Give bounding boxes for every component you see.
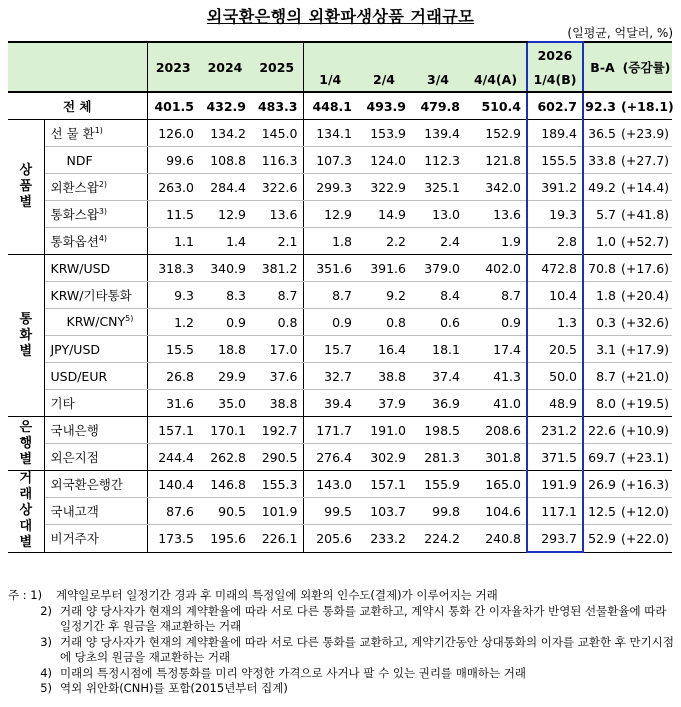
row-label-text: NDF xyxy=(66,152,93,168)
quarter-2: 2/4 xyxy=(357,67,411,92)
cell-value: (+41.8) xyxy=(621,201,672,228)
cell-value: 39.4 xyxy=(303,390,357,417)
cell-value: 155.5 xyxy=(527,147,583,174)
cell-value: (+17.9) xyxy=(621,336,672,363)
cell-value: 99.6 xyxy=(147,147,199,174)
cell-value: 0.6 xyxy=(411,309,465,336)
table-row xyxy=(8,282,672,309)
cell-value: 143.0 xyxy=(303,471,357,498)
cell-value: 322.9 xyxy=(357,174,411,201)
quarter-1: 1/4 xyxy=(303,67,357,92)
cell-value: 171.7 xyxy=(303,417,357,444)
cell-value: 208.6 xyxy=(465,417,527,444)
cell-value: 52.9 xyxy=(583,525,621,553)
cell-value: 33.8 xyxy=(583,147,621,174)
cell-value: 157.1 xyxy=(357,471,411,498)
cell-value: (+21.0) xyxy=(621,363,672,390)
cell-value: 38.8 xyxy=(251,390,303,417)
cell-value: 20.5 xyxy=(527,336,583,363)
cell-value: 17.0 xyxy=(251,336,303,363)
cell-value: (+16.3) xyxy=(621,471,672,498)
footnote xyxy=(8,666,676,682)
cell-value: 1.9 xyxy=(465,228,527,255)
row-label xyxy=(44,255,147,282)
cell-value: 69.7 xyxy=(583,444,621,471)
footnote xyxy=(8,681,676,697)
cell-value: 0.8 xyxy=(251,309,303,336)
row-label xyxy=(44,498,147,525)
cell-value: 233.2 xyxy=(357,525,411,553)
cell-value: 26.9 xyxy=(583,471,621,498)
cell-value: 145.0 xyxy=(251,120,303,147)
cell-value: 293.7 xyxy=(527,525,583,553)
total-value: 479.8 xyxy=(411,92,465,120)
cell-value: 139.4 xyxy=(411,120,465,147)
cell-value: 101.9 xyxy=(251,498,303,525)
cell-value: 15.7 xyxy=(303,336,357,363)
cell-value: 14.9 xyxy=(357,201,411,228)
cell-value: (+27.7) xyxy=(621,147,672,174)
row-label-text: 외환스왑 xyxy=(50,180,99,195)
footnote-ref: 1) xyxy=(94,125,103,135)
cell-value: 8.0 xyxy=(583,390,621,417)
cell-value: 1.1 xyxy=(147,228,199,255)
footnote-ref: 5) xyxy=(125,314,134,324)
cell-value: 22.6 xyxy=(583,417,621,444)
cell-value: 112.3 xyxy=(411,147,465,174)
cell-value: 37.9 xyxy=(357,390,411,417)
total-value: 602.7 xyxy=(527,92,583,120)
cell-value: 36.9 xyxy=(411,390,465,417)
cell-value: 103.7 xyxy=(357,498,411,525)
group-label-text: 통화별 xyxy=(19,311,33,359)
cell-value: 50.0 xyxy=(527,363,583,390)
cell-value: 12.9 xyxy=(199,201,251,228)
cell-value: 340.9 xyxy=(199,255,251,282)
cell-value: 2.8 xyxy=(527,228,583,255)
table-row xyxy=(8,336,672,363)
group-label-bank xyxy=(8,417,44,471)
footnote-mark: 주 : 1) xyxy=(8,588,43,602)
group-label-text: 은행별 xyxy=(19,419,33,467)
cell-value: 231.2 xyxy=(527,417,583,444)
cell-value: 140.4 xyxy=(147,471,199,498)
footnote-text: 계약일로부터 일정기간 경과 후 미래의 특정일에 외환의 인수도(결제)가 이루어지는 거래 xyxy=(56,588,498,602)
row-label xyxy=(44,525,147,553)
footnote-text: 역외 위안화(CNH)를 포함(2015년부터 집계) xyxy=(60,681,288,695)
cell-value: 240.8 xyxy=(465,525,527,553)
cell-value: 12.9 xyxy=(303,201,357,228)
cell-value: 37.6 xyxy=(251,363,303,390)
row-label-text: KRW/CNY xyxy=(66,314,126,330)
cell-value: 5.7 xyxy=(583,201,621,228)
cell-value: 108.8 xyxy=(199,147,251,174)
cell-value: 155.9 xyxy=(411,471,465,498)
table-row xyxy=(8,309,672,336)
cell-value: (+14.4) xyxy=(621,174,672,201)
row-label-text: 선 물 환 xyxy=(50,126,95,141)
cell-value: 3.1 xyxy=(583,336,621,363)
cell-value: 107.3 xyxy=(303,147,357,174)
cell-value: 325.1 xyxy=(411,174,465,201)
cell-value: 126.0 xyxy=(147,120,199,147)
row-label xyxy=(44,444,147,471)
cell-value: (+52.7) xyxy=(621,228,672,255)
cell-value: 29.9 xyxy=(199,363,251,390)
diff-header: B-A xyxy=(583,42,621,92)
cell-value: 402.0 xyxy=(465,255,527,282)
cell-value: 1.0 xyxy=(583,228,621,255)
cell-value: 276.4 xyxy=(303,444,357,471)
row-label-text: 국내은행 xyxy=(50,423,99,438)
cell-value: 1.8 xyxy=(583,282,621,309)
cell-value: 157.1 xyxy=(147,417,199,444)
year-2024: 2024 xyxy=(199,42,251,92)
row-label-text: 외국환은행간 xyxy=(50,477,123,492)
cell-value: 1.3 xyxy=(527,309,583,336)
row-label-text: 기타 xyxy=(50,396,75,411)
footnote-mark: 2) xyxy=(40,603,52,618)
unit-label: (일평균, 억달러, %) xyxy=(567,26,673,40)
cell-value: 17.4 xyxy=(465,336,527,363)
cell-value: 8.7 xyxy=(303,282,357,309)
row-label-text: USD/EUR xyxy=(50,368,108,384)
table-row xyxy=(8,120,672,147)
table-row xyxy=(8,363,672,390)
cell-value: 284.4 xyxy=(199,174,251,201)
fx-derivatives-table xyxy=(8,41,672,553)
total-value: 401.5 xyxy=(147,92,199,120)
row-label-text: JPY/USD xyxy=(50,341,101,357)
cell-value: 189.4 xyxy=(527,120,583,147)
group-label-currency xyxy=(8,255,44,417)
cell-value: 121.8 xyxy=(465,147,527,174)
table-row xyxy=(8,228,672,255)
total-value: 92.3 xyxy=(583,92,621,120)
cell-value: 381.2 xyxy=(251,255,303,282)
row-label xyxy=(44,417,147,444)
cell-value: 35.0 xyxy=(199,390,251,417)
cell-value: 322.6 xyxy=(251,174,303,201)
row-label-text: KRW/기타통화 xyxy=(50,288,132,303)
row-label xyxy=(44,282,147,309)
cell-value: 31.6 xyxy=(147,390,199,417)
rate-header: (증감률) xyxy=(621,42,672,92)
current-year: 2026 xyxy=(527,42,583,67)
cell-value: 13.6 xyxy=(465,201,527,228)
cell-value: 170.1 xyxy=(199,417,251,444)
footnote-mark: 5) xyxy=(40,681,52,695)
cell-value: 104.6 xyxy=(465,498,527,525)
cell-value: 12.5 xyxy=(583,498,621,525)
cell-value: 301.8 xyxy=(465,444,527,471)
cell-value: 299.3 xyxy=(303,174,357,201)
cell-value: 2.4 xyxy=(411,228,465,255)
cell-value: 99.8 xyxy=(411,498,465,525)
cell-value: (+12.0) xyxy=(621,498,672,525)
footnote-ref: 4) xyxy=(98,233,108,243)
cell-value: 192.7 xyxy=(251,417,303,444)
cell-value: 8.7 xyxy=(583,363,621,390)
total-value: 448.1 xyxy=(303,92,357,120)
row-label-text: KRW/USD xyxy=(50,260,111,276)
cell-value: 13.6 xyxy=(251,201,303,228)
quarter-4: 4/4(A) xyxy=(465,67,527,92)
footnote xyxy=(8,635,676,666)
footnote xyxy=(8,588,676,604)
cell-value: 1.8 xyxy=(303,228,357,255)
cell-value: 379.0 xyxy=(411,255,465,282)
cell-value: (+23.9) xyxy=(621,120,672,147)
cell-value: 0.9 xyxy=(303,309,357,336)
cell-value: 2.2 xyxy=(357,228,411,255)
row-label-text: 통화스왑 xyxy=(50,207,99,222)
cell-value: 19.3 xyxy=(527,201,583,228)
cell-value: 302.9 xyxy=(357,444,411,471)
cell-value: 153.9 xyxy=(357,120,411,147)
row-label xyxy=(44,363,147,390)
table-row xyxy=(8,471,672,498)
cell-value: 41.0 xyxy=(465,390,527,417)
cell-value: 134.2 xyxy=(199,120,251,147)
row-label-text: 비거주자 xyxy=(50,531,99,547)
table-row xyxy=(8,417,672,444)
cell-value: 281.3 xyxy=(411,444,465,471)
cell-value: 18.8 xyxy=(199,336,251,363)
cell-value: 8.4 xyxy=(411,282,465,309)
cell-value: 155.3 xyxy=(251,471,303,498)
footnotes xyxy=(8,588,676,697)
cell-value: 205.6 xyxy=(303,525,357,553)
cell-value: 16.4 xyxy=(357,336,411,363)
cell-value: 0.3 xyxy=(583,309,621,336)
row-label xyxy=(44,147,147,174)
cell-value: (+19.5) xyxy=(621,390,672,417)
header-row-1 xyxy=(8,42,672,67)
group-label-counterparty xyxy=(8,471,44,553)
row-label-text: 통화옵션 xyxy=(50,234,99,249)
cell-value: 0.9 xyxy=(465,309,527,336)
cell-value: 117.1 xyxy=(527,498,583,525)
cell-value: 99.5 xyxy=(303,498,357,525)
row-label xyxy=(44,471,147,498)
table-row xyxy=(8,390,672,417)
cell-value: 0.9 xyxy=(199,309,251,336)
table-row xyxy=(8,444,672,471)
total-value: 493.9 xyxy=(357,92,411,120)
footnote-ref: 3) xyxy=(98,206,108,216)
cell-value: 41.3 xyxy=(465,363,527,390)
cell-value: 9.3 xyxy=(147,282,199,309)
row-label xyxy=(44,309,147,336)
row-label-text: 국내고객 xyxy=(50,504,99,519)
group-label-text: 상품별 xyxy=(19,163,33,210)
cell-value: 146.8 xyxy=(199,471,251,498)
table-row xyxy=(8,147,672,174)
cell-value: 11.5 xyxy=(147,201,199,228)
cell-value: 391.2 xyxy=(527,174,583,201)
cell-value: 8.3 xyxy=(199,282,251,309)
cell-value: 9.2 xyxy=(357,282,411,309)
row-label xyxy=(44,201,147,228)
cell-value: 70.8 xyxy=(583,255,621,282)
footnote-ref: 2) xyxy=(98,179,108,189)
cell-value: 165.0 xyxy=(465,471,527,498)
table-row xyxy=(8,255,672,282)
cell-value: 116.3 xyxy=(251,147,303,174)
footnote-text: 미래의 특정시점에 특정통화를 미리 약정한 가격으로 사거나 팔 수 있는 권리를 매매하는 거래 xyxy=(60,665,527,680)
cell-value: 8.7 xyxy=(465,282,527,309)
cell-value: 38.8 xyxy=(357,363,411,390)
total-value: 432.9 xyxy=(199,92,251,120)
cell-value: 224.2 xyxy=(411,525,465,553)
cell-value: 226.1 xyxy=(251,525,303,553)
table-row xyxy=(8,201,672,228)
cell-value: 1.4 xyxy=(199,228,251,255)
cell-value: (+10.9) xyxy=(621,417,672,444)
cell-value: (+22.0) xyxy=(621,525,672,553)
year-2025: 2025 xyxy=(251,42,303,92)
cell-value: 1.2 xyxy=(147,309,199,336)
cell-value: 37.4 xyxy=(411,363,465,390)
total-value: 483.3 xyxy=(251,92,303,120)
cell-value: 152.9 xyxy=(465,120,527,147)
cell-value: (+17.6) xyxy=(621,255,672,282)
cell-value: 36.5 xyxy=(583,120,621,147)
row-label xyxy=(44,228,147,255)
cell-value: 48.9 xyxy=(527,390,583,417)
cell-value: 18.1 xyxy=(411,336,465,363)
total-label: 전 체 xyxy=(8,92,147,120)
row-label xyxy=(44,174,147,201)
cell-value: 318.3 xyxy=(147,255,199,282)
cell-value: 244.4 xyxy=(147,444,199,471)
table-row xyxy=(8,525,672,553)
cell-value: 195.6 xyxy=(199,525,251,553)
row-label xyxy=(44,390,147,417)
cell-value: 134.1 xyxy=(303,120,357,147)
table-row xyxy=(8,174,672,201)
cell-value: 351.6 xyxy=(303,255,357,282)
cell-value: 191.0 xyxy=(357,417,411,444)
cell-value: 26.8 xyxy=(147,363,199,390)
total-value: 510.4 xyxy=(465,92,527,120)
cell-value: 0.8 xyxy=(357,309,411,336)
current-quarter: 1/4(B) xyxy=(527,67,583,92)
cell-value: 262.8 xyxy=(199,444,251,471)
table-row xyxy=(8,498,672,525)
cell-value: 32.7 xyxy=(303,363,357,390)
cell-value: 191.9 xyxy=(527,471,583,498)
footnote xyxy=(8,604,676,635)
cell-value: 2.1 xyxy=(251,228,303,255)
row-label-text: 외은지점 xyxy=(50,450,99,465)
cell-value: 8.7 xyxy=(251,282,303,309)
footnote-text: 거래 양 당사자가 현재의 계약환율에 따라 서로 다른 통화를 교환하고, 계약기간동안 상대통화의 이자를 교환한 후 만기시점에 당초의 원금을 재교환하는 거래 xyxy=(60,634,674,664)
cell-value: 391.6 xyxy=(357,255,411,282)
total-row xyxy=(8,92,672,120)
footnote-mark: 4) xyxy=(40,665,52,680)
cell-value: (+20.4) xyxy=(621,282,672,309)
cell-value: 290.5 xyxy=(251,444,303,471)
group-label-text: 거래상대별 xyxy=(19,471,33,551)
cell-value: 263.0 xyxy=(147,174,199,201)
cell-value: 198.5 xyxy=(411,417,465,444)
row-label xyxy=(44,336,147,363)
cell-value: 90.5 xyxy=(199,498,251,525)
cell-value: 87.6 xyxy=(147,498,199,525)
cell-value: 472.8 xyxy=(527,255,583,282)
cell-value: 10.4 xyxy=(527,282,583,309)
cell-value: 124.0 xyxy=(357,147,411,174)
quarter-3: 3/4 xyxy=(411,67,465,92)
total-value: (+18.1) xyxy=(621,92,672,120)
group-label-product xyxy=(8,120,44,255)
cell-value: 173.5 xyxy=(147,525,199,553)
cell-value: 342.0 xyxy=(465,174,527,201)
cell-value: 371.5 xyxy=(527,444,583,471)
page-title: 외국환은행의 외환파생상품 거래규모 xyxy=(206,7,475,26)
cell-value: (+32.6) xyxy=(621,309,672,336)
footnote-mark: 3) xyxy=(40,634,52,649)
cell-value: 15.5 xyxy=(147,336,199,363)
row-label xyxy=(44,120,147,147)
footnote-text: 거래 양 당사자가 현재의 계약환율에 따라 서로 다른 통화를 교환하고, 계약시 통화 간 이자율차가 반영된 선물환율에 따라 일정기간 후 원금을 재교환하는 거래 xyxy=(60,603,667,633)
cell-value: 13.0 xyxy=(411,201,465,228)
cell-value: (+23.1) xyxy=(621,444,672,471)
cell-value: 49.2 xyxy=(583,174,621,201)
year-2023: 2023 xyxy=(147,42,199,92)
